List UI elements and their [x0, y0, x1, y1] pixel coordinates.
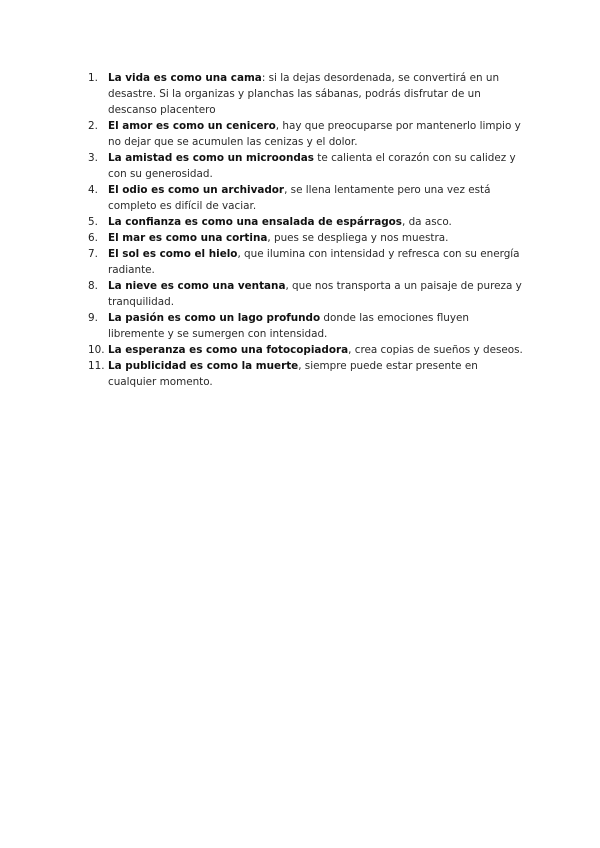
list-item — [88, 278, 528, 310]
item-text — [108, 214, 528, 230]
list-item — [88, 214, 528, 230]
item-text — [108, 150, 528, 182]
item-rest: , crea copias de sueños y deseos. — [348, 344, 523, 356]
item-rest: , pues se despliega y nos muestra. — [267, 232, 449, 244]
item-lead: La publicidad es como la muerte — [108, 360, 299, 372]
item-rest: , siempre puede estar presente en cualquier momento. — [108, 360, 478, 388]
list-item — [88, 182, 528, 214]
list-item — [88, 246, 528, 278]
item-lead: La vida es como una cama — [108, 72, 262, 84]
item-rest: , da asco. — [401, 216, 452, 228]
item-text — [108, 310, 528, 342]
item-number: 7. — [88, 248, 98, 260]
item-text — [108, 118, 528, 150]
item-text — [108, 246, 528, 278]
item-lead: El odio es como un archivador — [108, 184, 285, 196]
item-rest: donde las emociones fluyen libremente y se sumergen con intensidad. — [108, 312, 469, 340]
item-lead: El sol es como el hielo — [108, 248, 238, 260]
list-item — [88, 230, 528, 246]
list-item — [88, 310, 528, 342]
item-lead: La pasión es como un lago profundo — [108, 312, 321, 324]
item-number: 2. — [88, 120, 98, 132]
item-text — [108, 230, 528, 246]
item-text — [108, 70, 528, 118]
list-item — [88, 342, 528, 358]
item-number: 3. — [88, 152, 98, 164]
list-item — [88, 70, 528, 118]
item-text — [108, 182, 528, 214]
item-rest: , se llena lentamente pero una vez está completo es difícil de vaciar. — [108, 184, 491, 212]
item-text — [108, 342, 528, 358]
list-item — [88, 150, 528, 182]
item-lead: La esperanza es como una fotocopiadora — [108, 344, 349, 356]
item-text — [108, 278, 528, 310]
item-number: 4. — [88, 184, 98, 196]
item-number: 6. — [88, 232, 98, 244]
item-number: 11. — [88, 360, 105, 372]
item-rest: , que ilumina con intensidad y refresca con su energía radiante. — [108, 248, 520, 276]
item-number: 8. — [88, 280, 98, 292]
item-lead: La nieve es como una ventana — [108, 280, 286, 292]
item-number: 10. — [88, 344, 105, 356]
item-number: 9. — [88, 312, 98, 324]
item-number: 5. — [88, 216, 98, 228]
item-rest: te calienta el corazón con su calidez y con su generosidad. — [108, 152, 516, 180]
item-rest: , hay que preocuparse por mantenerlo limpio y no dejar que se acumulen las cenizas y el dolor. — [108, 120, 521, 148]
item-rest: , que nos transporta a un paisaje de pureza y tranquilidad. — [108, 280, 522, 308]
item-number: 1. — [88, 72, 98, 84]
item-text — [108, 358, 528, 390]
list-item — [88, 358, 528, 390]
numbered-list — [88, 70, 528, 390]
list-item — [88, 118, 528, 150]
item-rest: : si la dejas desordenada, se convertirá en un desastre. Si la organizas y planchas las sábanas, podrás disfrutar de un descanso placentero — [108, 72, 500, 116]
item-lead: La confianza es como una ensalada de espárragos — [108, 216, 402, 228]
item-lead: El amor es como un cenicero — [108, 120, 276, 132]
item-lead: La amistad es como un microondas — [108, 152, 314, 164]
item-lead: El mar es como una cortina — [108, 232, 268, 244]
